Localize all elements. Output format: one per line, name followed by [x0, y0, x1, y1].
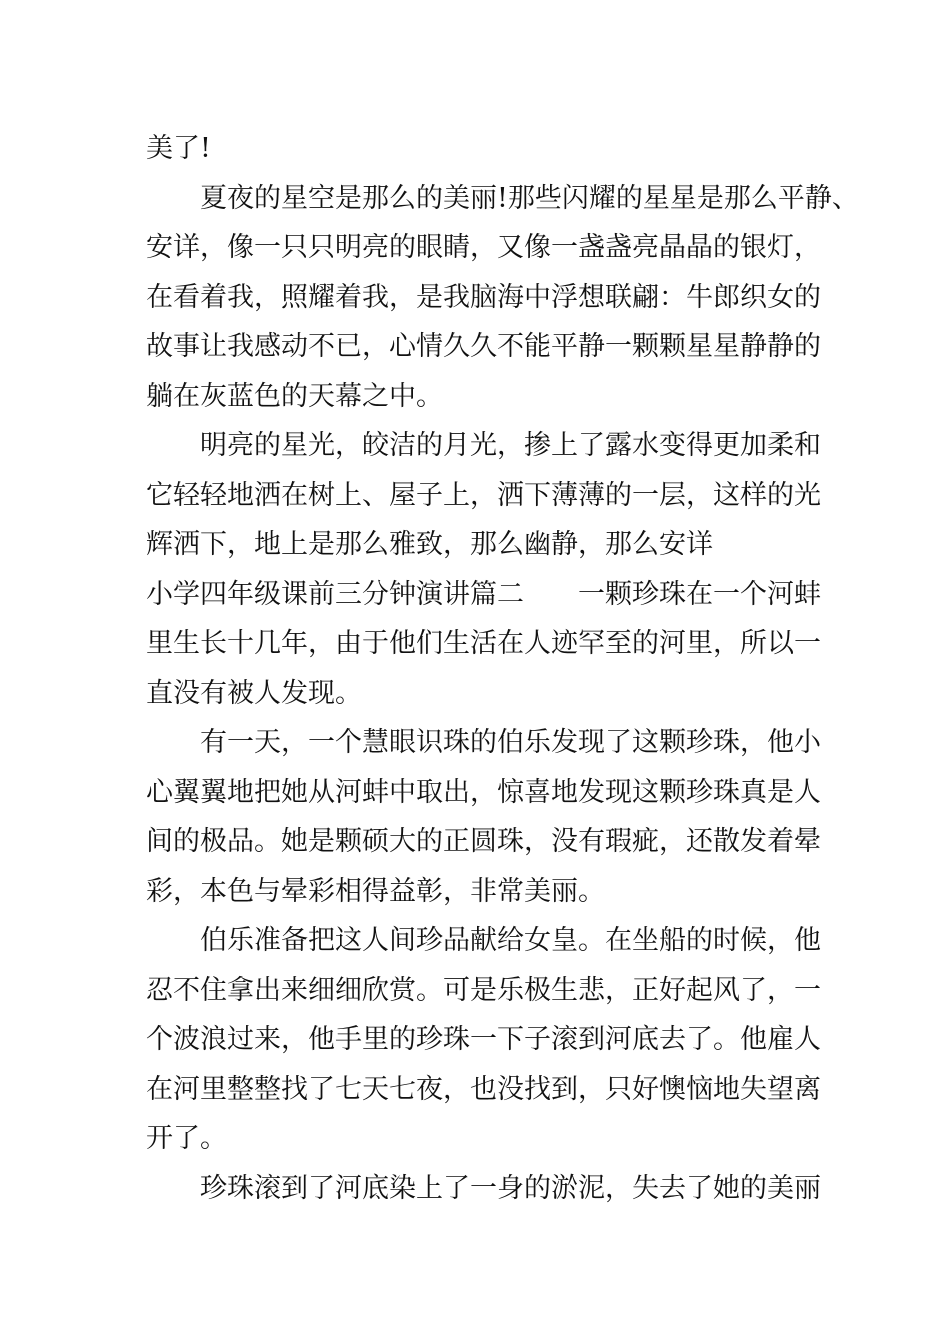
document-body	[146, 124, 859, 1213]
text-line: 在河里整整找了七天七夜，也没找到，只好懊恼地失望离	[146, 1073, 821, 1105]
text-line: 在看着我，照耀着我，是我脑海中浮想联翩：牛郎织女的	[146, 281, 821, 313]
text-line: 躺在灰蓝色的天幕之中。	[146, 380, 443, 412]
text-line: 辉洒下，地上是那么雅致，那么幽静，那么安详	[146, 529, 713, 560]
text-line: 它轻轻地洒在树上、屋子上，洒下薄薄的一层，这样的光	[146, 479, 821, 511]
paragraph-start-line: 明亮的星光，皎洁的月光，掺上了露水变得更加柔和	[200, 430, 821, 461]
paragraph-start-line: 有一天，一个慧眼识珠的伯乐发现了这颗珍珠，他小	[200, 727, 821, 758]
text-line: 里生长十几年，由于他们生活在人迹罕至的河里，所以一	[146, 628, 821, 659]
text-line: 美了!	[146, 133, 211, 164]
text-line: 忍不住拿出来细细欣赏。可是乐极生悲，正好起风了，一	[146, 974, 821, 1006]
text-line: 个波浪过来，他手里的珍珠一下子滚到河底去了。他雇人	[146, 1024, 821, 1055]
text-line: 直没有被人发现。	[146, 677, 362, 709]
paragraph-start-line: 珍珠滚到了河底染上了一身的淤泥，失去了她的美丽	[200, 1172, 821, 1204]
text-line: 开了。	[146, 1123, 227, 1154]
text-line: 间的极品。她是颗硕大的正圆珠，没有瑕疵，还散发着晕	[146, 826, 821, 857]
text-line: 安详，像一只只明亮的眼睛，又像一盏盏亮晶晶的银灯，	[146, 232, 821, 263]
text-line: 彩，本色与晕彩相得益彰，非常美丽。	[146, 875, 605, 907]
paragraph-start-line: 伯乐准备把这人间珍品献给女皇。在坐船的时候，他	[200, 925, 821, 956]
section-heading-line: 小学四年级课前三分钟演讲篇二 一颗珍珠在一个河蚌	[146, 578, 821, 610]
text-line: 故事让我感动不已，心情久久不能平静一颗颗星星静静的	[146, 331, 821, 362]
text-line: 心翼翼地把她从河蚌中取出，惊喜地发现这颗珍珠真是人	[146, 776, 821, 808]
paragraph-start-line: 夏夜的星空是那么的美丽!那些闪耀的星星是那么平静、	[200, 182, 859, 214]
